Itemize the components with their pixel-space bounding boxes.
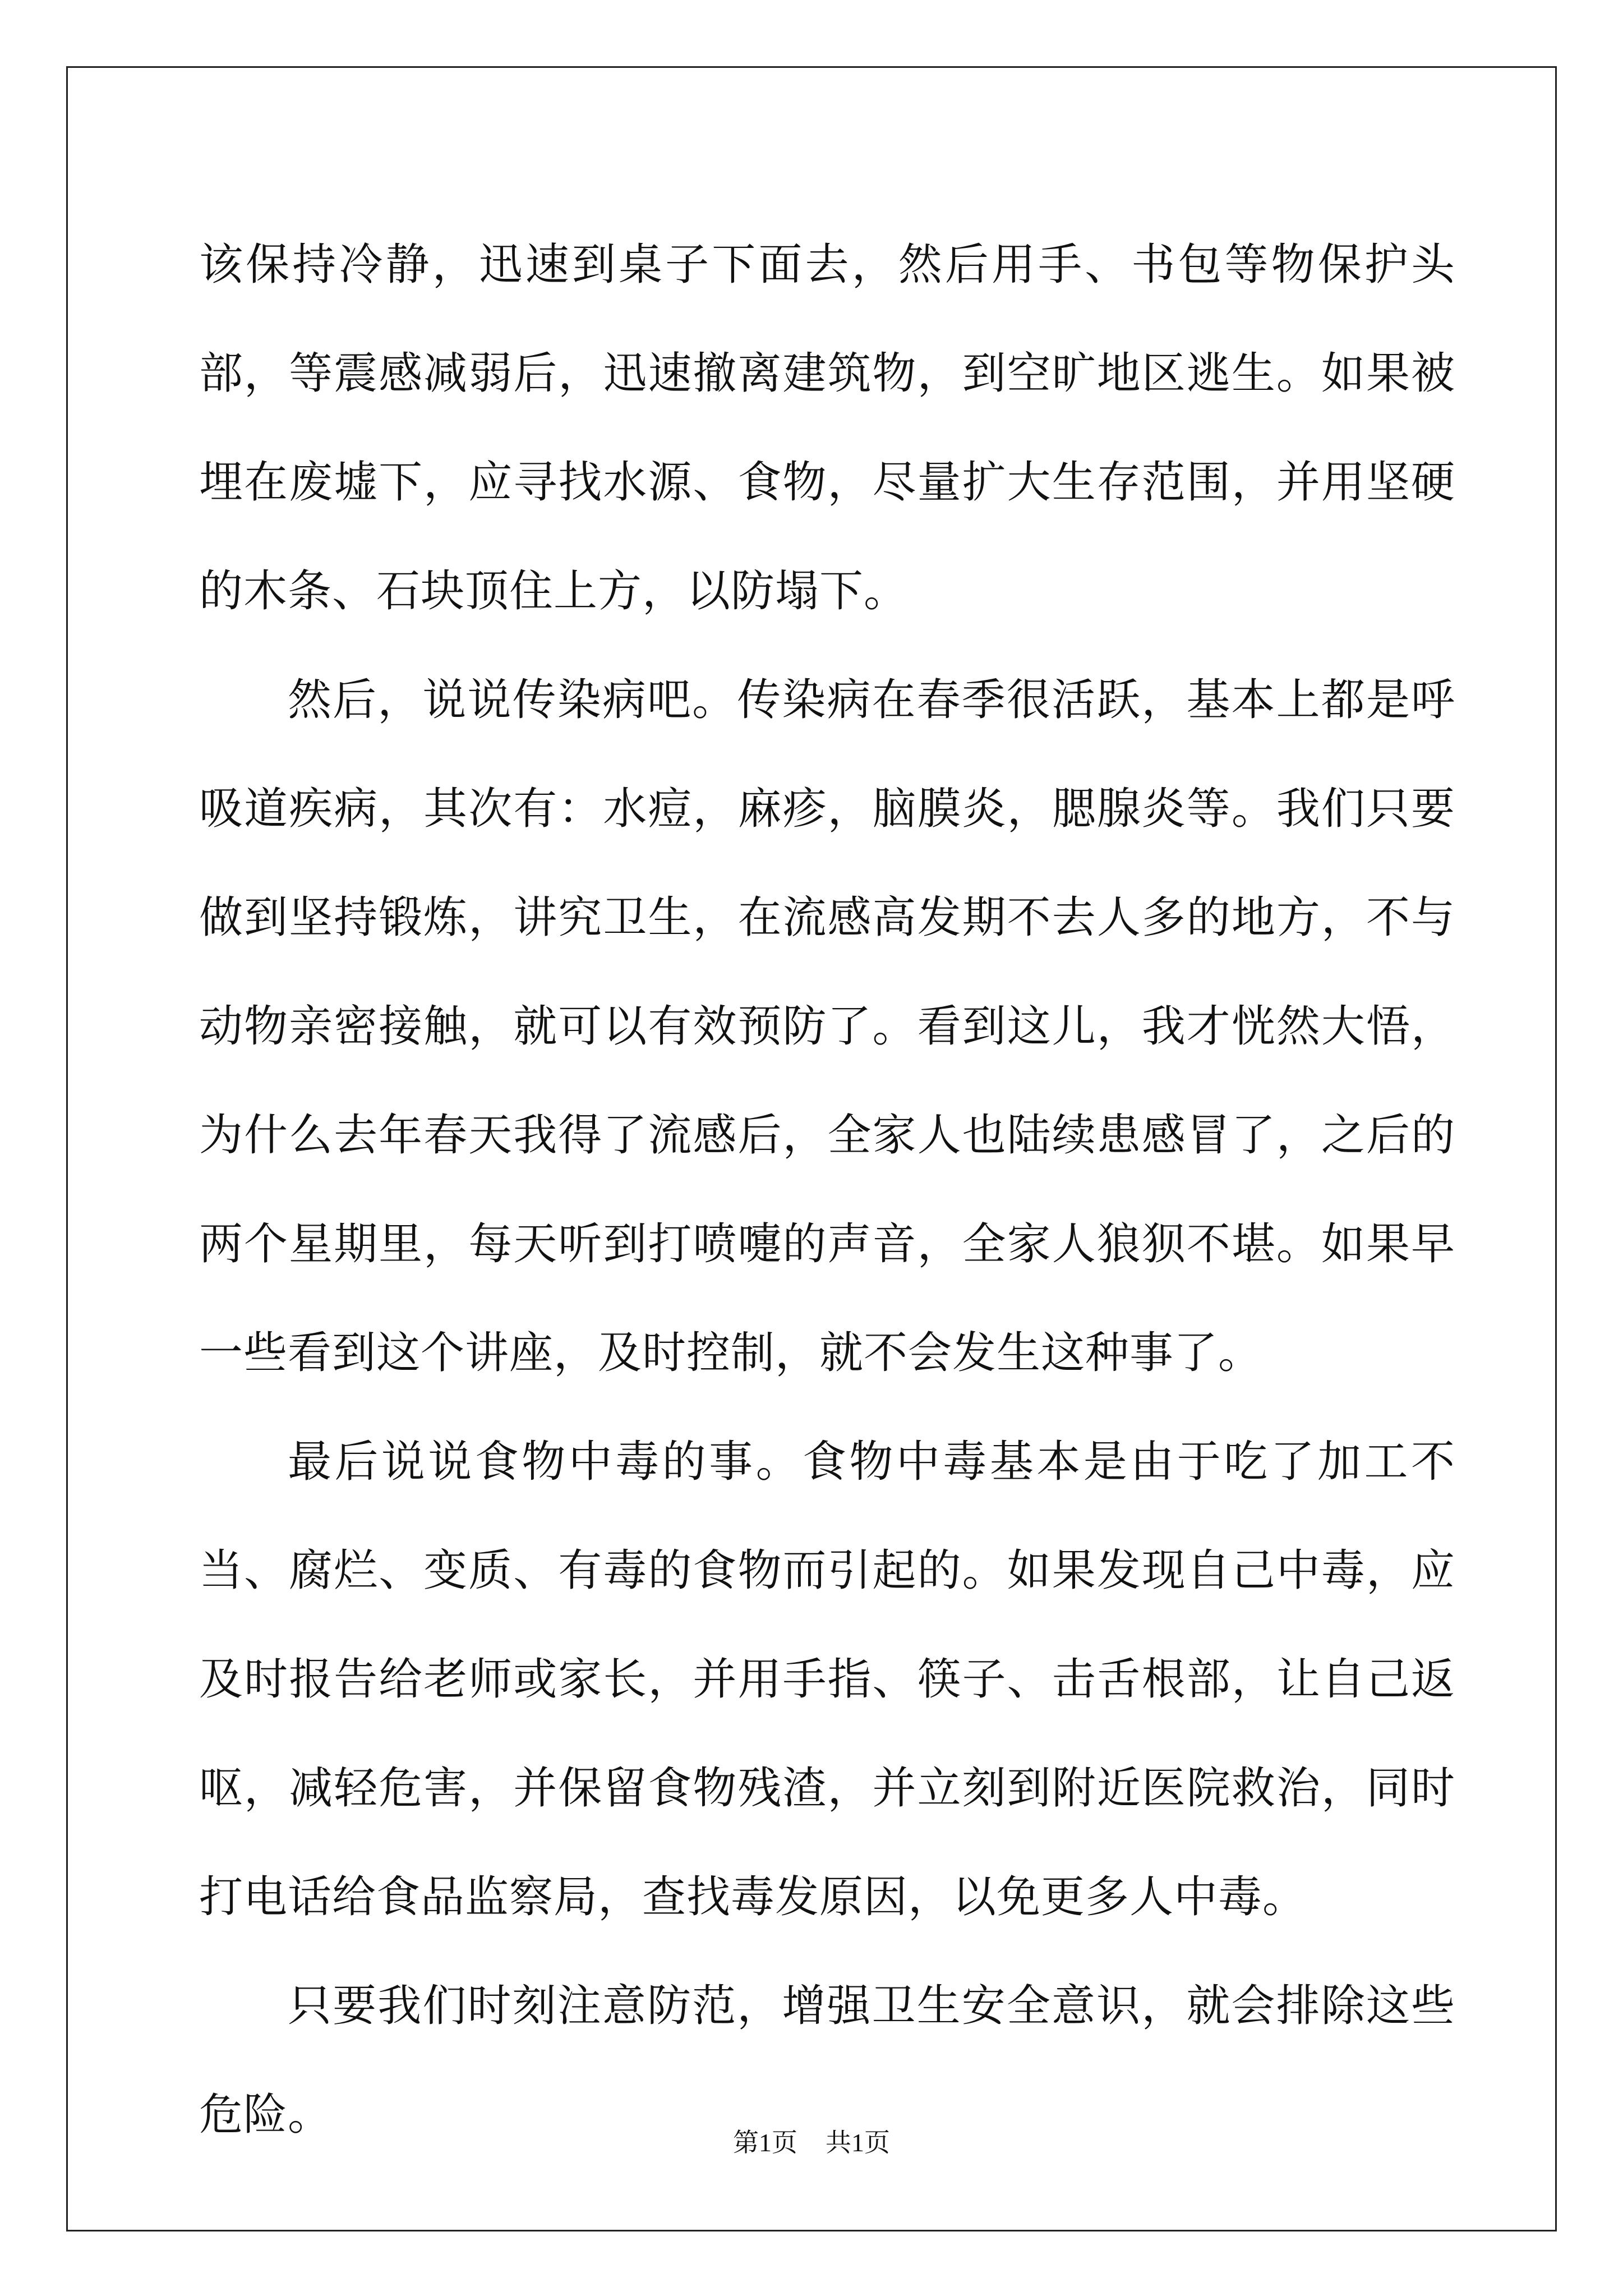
paragraph-3: 最后说说食物中毒的事。食物中毒基本是由于吃了加工不当、腐烂、变质、有毒的食物而引起的。如果发现自己中毒，应及时报告给老师或家长，并用手指、筷子、击舌根部，让自己返呕，减轻危害，并保留食物残渣，并立刻到附近医院救治，同时打电话给食品监察局，查找毒发原因，以免更多人中毒。 — [199, 1437, 1455, 1922]
document-body — [199, 210, 1455, 2169]
paragraph-2: 然后，说说传染病吧。传染病在春季很活跃，基本上都是呼吸道疾病，其次有：水痘，麻疹，脑膜炎，腮腺炎等。我们只要做到坚持锻炼，讲究卫生，在流感高发期不去人多的地方，不与动物亲密接触，就可以有效预防了。看到这儿，我才恍然大悟，为什么去年春天我得了流感后，全家人也陆续患感冒了，之后的两个星期里，每天听到打喷嚏的声音，全家人狼狈不堪。如果早一些看到这个讲座，及时控制，就不会发生这种事了。 — [199, 675, 1455, 1378]
page-number-total: 共1页 — [826, 2128, 890, 2157]
page-footer — [0, 2126, 1623, 2160]
page-number-current: 第1页 — [733, 2128, 797, 2157]
paragraph-4: 只要我们时刻注意防范，增强卫生安全意识，就会排除这些危险。 — [199, 1981, 1455, 2140]
paragraph-1: 该保持冷静，迅速到桌子下面去，然后用手、书包等物保护头部，等震感减弱后，迅速撤离建筑物，到空旷地区逃生。如果被埋在废墟下，应寻找水源、食物，尽量扩大生存范围，并用坚硬的木条、石块顶住上方，以防塌下。 — [199, 240, 1455, 616]
